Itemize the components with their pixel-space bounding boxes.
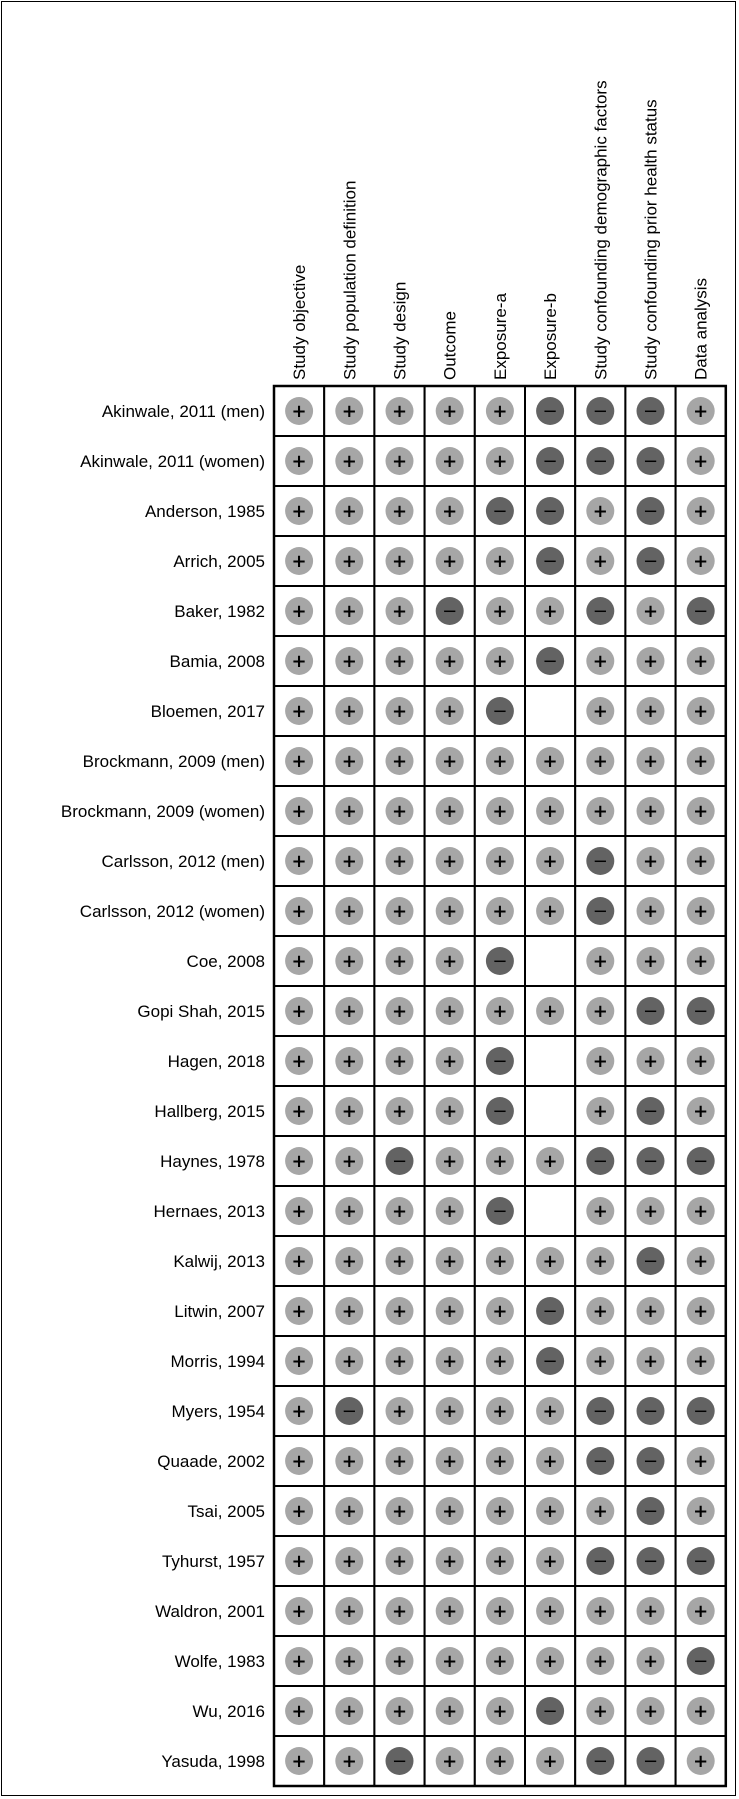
- row-label: Akinwale, 2011 (women): [80, 452, 265, 471]
- column-header: Outcome: [440, 311, 460, 380]
- plus-glyph: +: [291, 801, 307, 822]
- plus-glyph: +: [542, 1451, 558, 1472]
- plus-glyph: +: [291, 951, 307, 972]
- minus-glyph: −: [592, 401, 608, 422]
- plus-glyph: +: [391, 451, 408, 472]
- plus-glyph: +: [693, 1051, 709, 1072]
- plus-glyph: +: [693, 951, 709, 972]
- plus-glyph: +: [492, 751, 508, 772]
- row-label: Brockmann, 2009 (men): [82, 752, 265, 771]
- minus-glyph: −: [542, 1351, 558, 1372]
- minus-glyph: −: [341, 1401, 357, 1422]
- plus-glyph: +: [291, 1551, 307, 1572]
- plus-glyph: +: [592, 1001, 608, 1022]
- plus-glyph: +: [341, 901, 357, 922]
- plus-glyph: +: [442, 651, 458, 672]
- plus-glyph: +: [642, 901, 659, 922]
- table-cell: [525, 936, 575, 986]
- plus-glyph: +: [642, 1701, 659, 1722]
- plus-glyph: +: [492, 551, 508, 572]
- minus-glyph: −: [642, 1501, 659, 1522]
- plus-glyph: +: [693, 701, 709, 722]
- plus-glyph: +: [291, 551, 307, 572]
- minus-glyph: −: [442, 601, 458, 622]
- plus-glyph: +: [442, 701, 458, 722]
- plus-glyph: +: [693, 1601, 709, 1622]
- minus-glyph: −: [592, 1751, 608, 1772]
- plus-glyph: +: [642, 951, 659, 972]
- column-header: Exposure-a: [490, 293, 510, 380]
- row-label: Coe, 2008: [186, 952, 265, 971]
- plus-glyph: +: [442, 901, 458, 922]
- plus-glyph: +: [642, 1651, 659, 1672]
- table-cell: [525, 1036, 575, 1086]
- minus-glyph: −: [642, 1001, 659, 1022]
- plus-glyph: +: [391, 1001, 408, 1022]
- minus-glyph: −: [492, 1201, 508, 1222]
- plus-glyph: +: [642, 1351, 659, 1372]
- plus-glyph: +: [391, 1551, 408, 1572]
- plus-glyph: +: [341, 1501, 357, 1522]
- plus-glyph: +: [291, 1751, 307, 1772]
- row-label: Carlsson, 2012 (women): [79, 902, 265, 921]
- plus-glyph: +: [291, 401, 307, 422]
- plus-glyph: +: [442, 1051, 458, 1072]
- minus-glyph: −: [542, 1301, 558, 1322]
- plus-glyph: +: [442, 1251, 458, 1272]
- plus-glyph: +: [391, 801, 408, 822]
- plus-glyph: +: [341, 851, 357, 872]
- minus-glyph: −: [642, 501, 659, 522]
- plus-glyph: +: [592, 801, 608, 822]
- plus-glyph: +: [492, 851, 508, 872]
- plus-glyph: +: [291, 1251, 307, 1272]
- minus-glyph: −: [592, 601, 608, 622]
- plus-glyph: +: [391, 1301, 408, 1322]
- plus-glyph: +: [642, 1601, 659, 1622]
- plus-glyph: +: [442, 1551, 458, 1572]
- plus-glyph: +: [492, 1151, 508, 1172]
- plus-glyph: +: [492, 1751, 508, 1772]
- minus-glyph: −: [542, 551, 558, 572]
- plus-glyph: +: [642, 1051, 659, 1072]
- plus-glyph: +: [291, 1301, 307, 1322]
- column-header: Data analysis: [691, 277, 711, 380]
- plus-glyph: +: [592, 1651, 608, 1672]
- plus-glyph: +: [542, 1151, 558, 1172]
- plus-glyph: +: [442, 801, 458, 822]
- plus-glyph: +: [592, 651, 608, 672]
- plus-glyph: +: [341, 1201, 357, 1222]
- row-label: Anderson, 1985: [144, 502, 265, 521]
- plus-glyph: +: [693, 851, 709, 872]
- minus-glyph: −: [542, 651, 558, 672]
- plus-glyph: +: [592, 751, 608, 772]
- plus-glyph: +: [492, 1351, 508, 1372]
- row-label: Wolfe, 1983: [174, 1652, 265, 1671]
- row-label: Waldron, 2001: [155, 1602, 265, 1621]
- table-cell: [525, 1086, 575, 1136]
- plus-glyph: +: [592, 1701, 608, 1722]
- plus-glyph: +: [693, 401, 709, 422]
- plus-glyph: +: [341, 401, 357, 422]
- plus-glyph: +: [341, 451, 357, 472]
- plus-glyph: +: [542, 901, 558, 922]
- plus-glyph: +: [492, 451, 508, 472]
- plus-glyph: +: [642, 601, 659, 622]
- plus-glyph: +: [391, 901, 408, 922]
- plus-glyph: +: [442, 1001, 458, 1022]
- plus-glyph: +: [442, 851, 458, 872]
- plus-glyph: +: [492, 601, 508, 622]
- minus-glyph: −: [642, 1251, 659, 1272]
- plus-glyph: +: [542, 1651, 558, 1672]
- plus-glyph: +: [291, 1001, 307, 1022]
- minus-glyph: −: [492, 501, 508, 522]
- plus-glyph: +: [693, 501, 709, 522]
- plus-glyph: +: [291, 1051, 307, 1072]
- minus-glyph: −: [492, 951, 508, 972]
- minus-glyph: −: [592, 451, 608, 472]
- plus-glyph: +: [442, 1151, 458, 1172]
- row-label: Carlsson, 2012 (men): [101, 852, 265, 871]
- plus-glyph: +: [391, 551, 408, 572]
- plus-glyph: +: [492, 1401, 508, 1422]
- plus-glyph: +: [391, 1351, 408, 1372]
- plus-glyph: +: [291, 901, 307, 922]
- minus-glyph: −: [642, 1451, 659, 1472]
- plus-glyph: +: [693, 1301, 709, 1322]
- minus-glyph: −: [592, 1151, 608, 1172]
- plus-glyph: +: [341, 1301, 357, 1322]
- plus-glyph: +: [341, 651, 357, 672]
- plus-glyph: +: [542, 1001, 558, 1022]
- plus-glyph: +: [341, 1651, 357, 1672]
- row-label: Kalwij, 2013: [173, 1252, 265, 1271]
- plus-glyph: +: [391, 1451, 408, 1472]
- column-header: Study confounding prior health status: [641, 99, 661, 380]
- plus-glyph: +: [693, 901, 709, 922]
- plus-glyph: +: [291, 451, 307, 472]
- plus-glyph: +: [442, 951, 458, 972]
- minus-glyph: −: [642, 1551, 659, 1572]
- plus-glyph: +: [492, 1601, 508, 1622]
- plus-glyph: +: [442, 1651, 458, 1672]
- plus-glyph: +: [391, 1401, 408, 1422]
- plus-glyph: +: [492, 801, 508, 822]
- plus-glyph: +: [442, 1601, 458, 1622]
- minus-glyph: −: [693, 1001, 709, 1022]
- row-label: Bloemen, 2017: [150, 702, 265, 721]
- plus-glyph: +: [341, 551, 357, 572]
- minus-glyph: −: [693, 601, 709, 622]
- plus-glyph: +: [391, 1651, 408, 1672]
- plus-glyph: +: [341, 951, 357, 972]
- minus-glyph: −: [693, 1551, 709, 1572]
- column-header: Study confounding demographic factors: [591, 80, 611, 380]
- plus-glyph: +: [391, 1201, 408, 1222]
- plus-glyph: +: [391, 1501, 408, 1522]
- plus-glyph: +: [492, 1451, 508, 1472]
- minus-glyph: −: [642, 451, 659, 472]
- plus-glyph: +: [693, 1751, 709, 1772]
- column-header: Study design: [390, 281, 410, 380]
- plus-glyph: +: [693, 1351, 709, 1372]
- plus-glyph: +: [291, 651, 307, 672]
- plus-glyph: +: [592, 1251, 608, 1272]
- plus-glyph: +: [642, 801, 659, 822]
- plus-glyph: +: [442, 1351, 458, 1372]
- plus-glyph: +: [341, 1351, 357, 1372]
- plus-glyph: +: [291, 1101, 307, 1122]
- minus-glyph: −: [592, 1551, 608, 1572]
- plus-glyph: +: [391, 651, 408, 672]
- plus-glyph: +: [492, 1301, 508, 1322]
- plus-glyph: +: [542, 751, 558, 772]
- plus-glyph: +: [291, 1151, 307, 1172]
- plus-glyph: +: [291, 1601, 307, 1622]
- plus-glyph: +: [291, 1351, 307, 1372]
- plus-glyph: +: [341, 801, 357, 822]
- plus-glyph: +: [492, 1501, 508, 1522]
- plus-glyph: +: [492, 901, 508, 922]
- row-label: Hernaes, 2013: [153, 1202, 265, 1221]
- plus-glyph: +: [291, 1451, 307, 1472]
- row-label: Hagen, 2018: [167, 1052, 265, 1071]
- plus-glyph: +: [693, 751, 709, 772]
- row-label: Tsai, 2005: [187, 1502, 265, 1521]
- column-header: Study objective: [290, 264, 310, 380]
- minus-glyph: −: [542, 401, 558, 422]
- plus-glyph: +: [592, 1301, 608, 1322]
- minus-glyph: −: [642, 1751, 659, 1772]
- row-label: Yasuda, 1998: [161, 1752, 265, 1771]
- plus-glyph: +: [442, 1751, 458, 1772]
- plus-glyph: +: [693, 1501, 709, 1522]
- minus-glyph: −: [592, 1401, 608, 1422]
- plus-glyph: +: [341, 1701, 357, 1722]
- plus-glyph: +: [693, 1451, 709, 1472]
- plus-glyph: +: [492, 1551, 508, 1572]
- plus-glyph: +: [642, 1201, 659, 1222]
- plus-glyph: +: [391, 1251, 408, 1272]
- plus-glyph: +: [492, 401, 508, 422]
- plus-glyph: +: [291, 1701, 307, 1722]
- plus-glyph: +: [391, 401, 408, 422]
- plus-glyph: +: [341, 1051, 357, 1072]
- plus-glyph: +: [391, 1101, 408, 1122]
- minus-glyph: −: [391, 1751, 408, 1772]
- plus-glyph: +: [442, 501, 458, 522]
- minus-glyph: −: [492, 1101, 508, 1122]
- plus-glyph: +: [592, 1351, 608, 1372]
- plus-glyph: +: [542, 1601, 558, 1622]
- plus-glyph: +: [642, 751, 659, 772]
- row-label: Tyhurst, 1957: [161, 1552, 265, 1571]
- row-label: Bamia, 2008: [169, 652, 265, 671]
- plus-glyph: +: [391, 751, 408, 772]
- minus-glyph: −: [642, 1151, 659, 1172]
- plus-glyph: +: [391, 851, 408, 872]
- row-label: Brockmann, 2009 (women): [60, 802, 265, 821]
- minus-glyph: −: [642, 401, 659, 422]
- plus-glyph: +: [341, 751, 357, 772]
- plus-glyph: +: [592, 501, 608, 522]
- plus-glyph: +: [693, 1101, 709, 1122]
- plus-glyph: +: [492, 1251, 508, 1272]
- plus-glyph: +: [542, 851, 558, 872]
- plus-glyph: +: [442, 1501, 458, 1522]
- plus-glyph: +: [291, 501, 307, 522]
- row-label: Morris, 1994: [170, 1352, 265, 1371]
- minus-glyph: −: [693, 1651, 709, 1672]
- plus-glyph: +: [442, 751, 458, 772]
- plus-glyph: +: [442, 1201, 458, 1222]
- plus-glyph: +: [642, 651, 659, 672]
- row-label: Quaade, 2002: [157, 1452, 265, 1471]
- minus-glyph: −: [592, 1451, 608, 1472]
- plus-glyph: +: [291, 601, 307, 622]
- minus-glyph: −: [642, 551, 659, 572]
- plus-glyph: +: [592, 951, 608, 972]
- plus-glyph: +: [391, 1601, 408, 1622]
- plus-glyph: +: [341, 1101, 357, 1122]
- plus-glyph: +: [642, 851, 659, 872]
- plus-glyph: +: [592, 701, 608, 722]
- plus-glyph: +: [291, 1501, 307, 1522]
- column-header: Exposure-b: [541, 293, 561, 380]
- plus-glyph: +: [693, 1701, 709, 1722]
- plus-glyph: +: [291, 1401, 307, 1422]
- minus-glyph: −: [542, 1701, 558, 1722]
- plus-glyph: +: [341, 1001, 357, 1022]
- row-label: Myers, 1954: [171, 1402, 265, 1421]
- plus-glyph: +: [341, 1151, 357, 1172]
- plus-glyph: +: [492, 1701, 508, 1722]
- plus-glyph: +: [492, 1001, 508, 1022]
- plus-glyph: +: [693, 1251, 709, 1272]
- minus-glyph: −: [642, 1401, 659, 1422]
- plus-glyph: +: [341, 1601, 357, 1622]
- plus-glyph: +: [391, 951, 408, 972]
- plus-glyph: +: [542, 601, 558, 622]
- row-label: Arrich, 2005: [173, 552, 265, 571]
- minus-glyph: −: [542, 451, 558, 472]
- plus-glyph: +: [291, 1201, 307, 1222]
- plus-glyph: +: [592, 1201, 608, 1222]
- plus-glyph: +: [442, 1401, 458, 1422]
- plus-glyph: +: [693, 1201, 709, 1222]
- plus-glyph: +: [542, 1501, 558, 1522]
- minus-glyph: −: [492, 1051, 508, 1072]
- plus-glyph: +: [391, 1701, 408, 1722]
- plus-glyph: +: [693, 451, 709, 472]
- plus-glyph: +: [592, 1051, 608, 1072]
- plus-glyph: +: [542, 1751, 558, 1772]
- plus-glyph: +: [341, 1751, 357, 1772]
- row-label: Baker, 1982: [174, 602, 265, 621]
- plus-glyph: +: [341, 1251, 357, 1272]
- plus-glyph: +: [291, 851, 307, 872]
- plus-glyph: +: [542, 801, 558, 822]
- plus-glyph: +: [291, 1651, 307, 1672]
- row-label: Hallberg, 2015: [154, 1102, 265, 1121]
- table-cell: [525, 1186, 575, 1236]
- plus-glyph: +: [492, 651, 508, 672]
- plus-glyph: +: [341, 501, 357, 522]
- plus-glyph: +: [391, 601, 408, 622]
- row-label: Gopi Shah, 2015: [137, 1002, 265, 1021]
- plus-glyph: +: [542, 1251, 558, 1272]
- row-label: Akinwale, 2011 (men): [101, 402, 265, 421]
- plus-glyph: +: [693, 801, 709, 822]
- plus-glyph: +: [442, 401, 458, 422]
- plus-glyph: +: [442, 1101, 458, 1122]
- row-label: Litwin, 2007: [174, 1302, 265, 1321]
- plus-glyph: +: [442, 1451, 458, 1472]
- row-label: Wu, 2016: [192, 1702, 265, 1721]
- plus-glyph: +: [391, 701, 408, 722]
- minus-glyph: −: [592, 851, 608, 872]
- plus-glyph: +: [642, 1301, 659, 1322]
- plus-glyph: +: [341, 701, 357, 722]
- plus-glyph: +: [592, 1601, 608, 1622]
- plus-glyph: +: [642, 701, 659, 722]
- plus-glyph: +: [542, 1401, 558, 1422]
- minus-glyph: −: [693, 1151, 709, 1172]
- plus-glyph: +: [592, 1501, 608, 1522]
- minus-glyph: −: [592, 901, 608, 922]
- plus-glyph: +: [391, 1051, 408, 1072]
- minus-glyph: −: [492, 701, 508, 722]
- row-label: Haynes, 1978: [160, 1152, 265, 1171]
- minus-glyph: −: [542, 501, 558, 522]
- minus-glyph: −: [391, 1151, 408, 1172]
- plus-glyph: +: [592, 551, 608, 572]
- table-cell: [525, 686, 575, 736]
- plus-glyph: +: [442, 551, 458, 572]
- plus-glyph: +: [341, 1451, 357, 1472]
- plus-glyph: +: [693, 551, 709, 572]
- plus-glyph: +: [442, 451, 458, 472]
- plus-glyph: +: [391, 501, 408, 522]
- plus-glyph: +: [492, 1651, 508, 1672]
- plus-glyph: +: [442, 1301, 458, 1322]
- minus-glyph: −: [642, 1101, 659, 1122]
- plus-glyph: +: [542, 1551, 558, 1572]
- minus-glyph: −: [693, 1401, 709, 1422]
- plus-glyph: +: [291, 701, 307, 722]
- plus-glyph: +: [592, 1101, 608, 1122]
- plus-glyph: +: [341, 601, 357, 622]
- plus-glyph: +: [341, 1551, 357, 1572]
- plus-glyph: +: [291, 751, 307, 772]
- column-header: Study population definition: [340, 180, 360, 380]
- plus-glyph: +: [693, 651, 709, 672]
- plus-glyph: +: [442, 1701, 458, 1722]
